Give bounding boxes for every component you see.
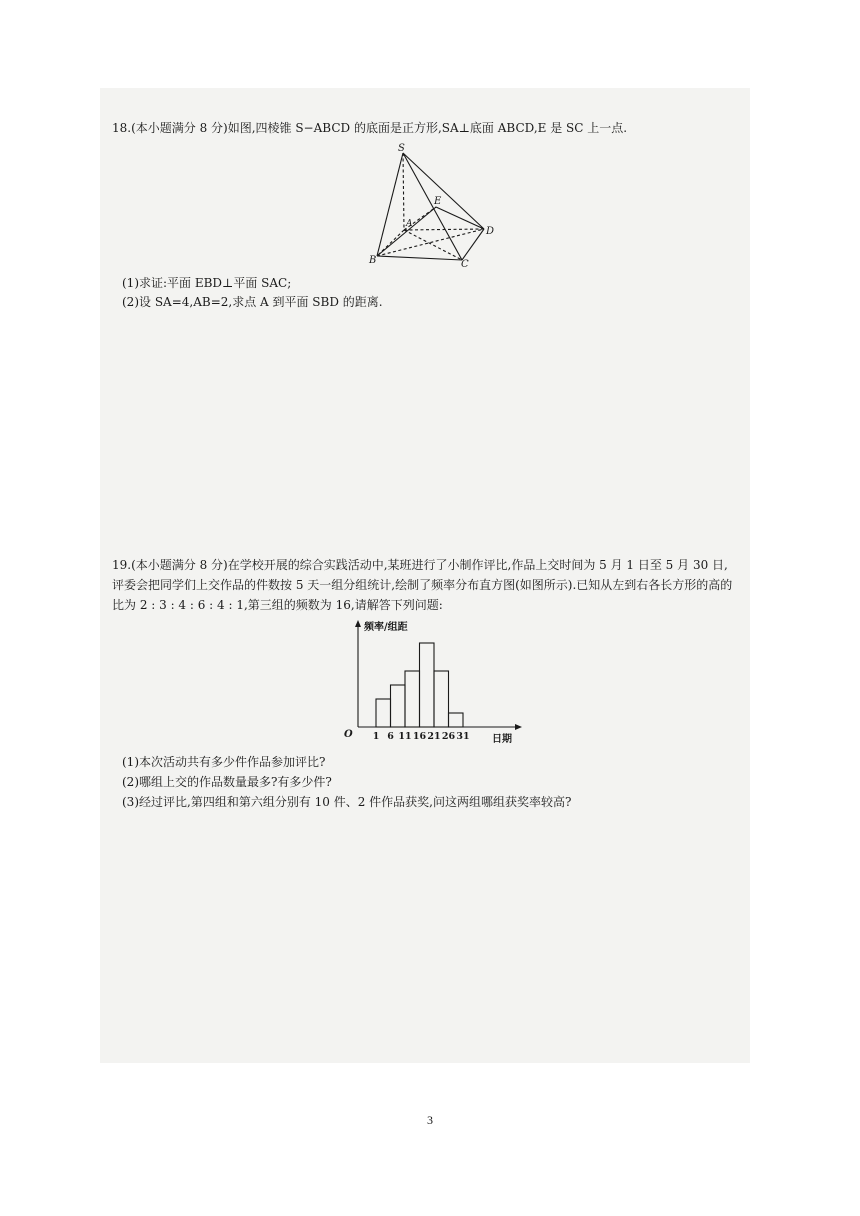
x-tick-label: 6 — [387, 731, 394, 742]
label-d: D — [486, 226, 495, 237]
x-tick-label: 11 — [398, 731, 412, 742]
label-e: E — [434, 196, 442, 207]
histogram-bar-4 — [420, 643, 435, 727]
label-a: A — [406, 219, 413, 229]
label-c: C — [461, 259, 469, 268]
histogram-bar-5 — [434, 671, 449, 727]
x-tick-label: 16 — [412, 731, 427, 742]
pyramid-figure — [360, 140, 510, 268]
q19-part2: (2)哪组上交的作品数量最多?有多少件? — [122, 775, 332, 789]
frequency-histogram — [340, 615, 530, 745]
edge-sa — [403, 153, 404, 230]
histogram-bar-2 — [391, 685, 406, 727]
x-tick-label: 1 — [372, 731, 380, 742]
edge-sc — [403, 153, 462, 260]
page-number: 3 — [427, 1113, 433, 1127]
edge-ad — [404, 229, 484, 230]
q19-part3: (3)经过评比,第四组和第六组分别有 10 件、2 件作品获奖,问这两组哪组获奖率较高? — [122, 795, 572, 809]
q18-part1: (1)求证:平面 EBD⊥平面 SAC; — [122, 276, 292, 290]
q19-part1: (1)本次活动共有多少件作品参加评比? — [122, 755, 326, 769]
y-axis-label: 频率/组距 — [364, 622, 408, 633]
edge-sb — [377, 153, 403, 256]
x-axis-label: 日期 — [492, 734, 512, 745]
label-s: S — [398, 143, 405, 154]
q19-intro: 19.(本小题满分 8 分)在学校开展的综合实践活动中,某班进行了小制作评比,作品上交时间为 5 月 1 日至 5 月 30 日,评委会把同学们上交作品的件数按 5 天一组分组统计,绘制了频率分布直方图(如图所示).已知从左到右各长方形的高的比为 2 : 3 : 4 : 6 : 4 : 1,第三组的频数为 16,请解答下列问题: — [112, 558, 733, 612]
y-axis-arrow — [355, 620, 361, 627]
q18-heading: 18.(本小题满分 8 分)如图,四棱锥 S−ABCD 的底面是正方形,SA⊥底面 ABCD,E 是 SC 上一点. — [112, 121, 628, 135]
edge-bc — [377, 256, 462, 260]
x-tick-label: 21 — [427, 731, 441, 742]
histogram-bar-3 — [405, 671, 420, 727]
q18-part2: (2)设 SA=4,AB=2,求点 A 到平面 SBD 的距离. — [122, 295, 383, 309]
histogram-bar-6 — [449, 713, 464, 727]
x-tick-label: 31 — [456, 731, 470, 742]
label-b: B — [369, 255, 377, 266]
x-tick-label: 26 — [441, 731, 456, 742]
edge-sd — [403, 153, 484, 229]
edge-cd — [462, 229, 484, 260]
x-axis-arrow — [515, 724, 522, 730]
histogram-bar-1 — [376, 699, 391, 727]
origin-label: O — [344, 729, 353, 740]
